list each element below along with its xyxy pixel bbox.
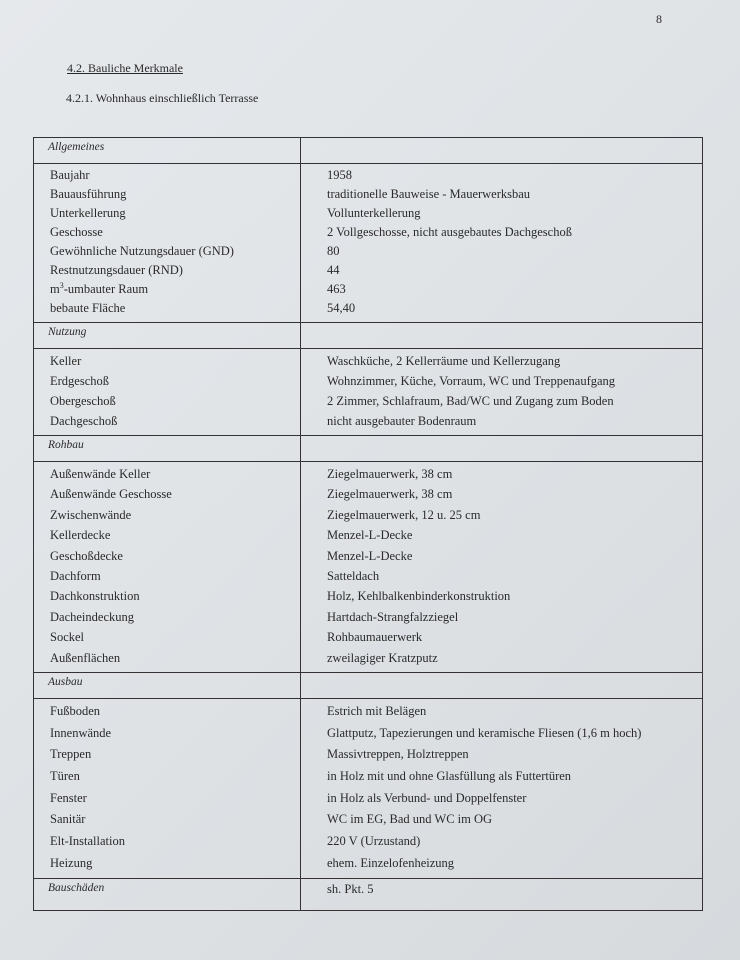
section-header-rohbau: [34, 436, 703, 462]
row-value-kellerdecke: Menzel-L-Decke: [327, 528, 413, 543]
row-value-erdgeschoss: Wohnzimmer, Küche, Vorraum, WC und Treppenaufgang: [327, 374, 616, 388]
row-label-dachkonstruktion: Dachkonstruktion: [50, 589, 140, 604]
row-value-treppen: Massivtreppen, Holztreppen: [327, 747, 469, 762]
row-label-dacheindeckung: Dacheindeckung: [50, 609, 134, 624]
row-value-keller: Waschküche, 2 Kellerräume und Kellerzugang: [327, 354, 561, 368]
row-value-dachform: Satteldach: [327, 568, 380, 583]
page-number: 8: [656, 12, 662, 26]
row-label-aussenflaechen: Außenflächen: [50, 650, 121, 665]
row-value-innenwaende: Glattputz, Tapezierungen und keramische Fliesen (1,6 m hoch): [327, 725, 642, 740]
row-value-aussenflaechen: zweilagiger Kratzputz: [327, 650, 438, 665]
row-label-treppen: Treppen: [50, 747, 92, 762]
section-header-nutzung: [34, 323, 703, 349]
row-value-geschosse: 2 Vollgeschosse, nicht ausgebautes Dachgeschoß: [327, 225, 572, 239]
row-value-gnd: 80: [327, 244, 340, 258]
row-value-elt-installation: 220 V (Urzustand): [327, 834, 421, 849]
row-label-dachform: Dachform: [50, 568, 101, 583]
section-body-allgemeines: [34, 164, 703, 323]
row-value-sockel: Rohbaumauerwerk: [327, 630, 423, 645]
row-label-geschosse: Geschosse: [50, 225, 103, 239]
section-header-label: Nutzung: [48, 326, 87, 338]
row-label-aussenwaende-keller: Außenwände Keller: [50, 467, 151, 481]
section-body-nutzung: [34, 349, 703, 436]
section-header-label: Allgemeines: [48, 141, 105, 153]
row-value-zwischenwaende: Ziegelmauerwerk, 12 u. 25 cm: [327, 507, 481, 522]
row-label-bebaute-flaeche: bebaute Fläche: [50, 301, 126, 315]
row-value-dacheindeckung: Hartdach-Strangfalzziegel: [327, 609, 459, 624]
row-value-dachgeschoss: nicht ausgebauter Bodenraum: [327, 414, 477, 428]
section-header-label: Ausbau: [48, 675, 83, 688]
row-value-umbauter-raum: 463: [327, 282, 346, 296]
row-label-tueren: Türen: [50, 768, 80, 783]
subsection-title: 4.2.1. Wohnhaus einschließlich Terrasse: [66, 91, 259, 105]
row-label-sanitaer: Sanitär: [50, 812, 86, 827]
section-title: 4.2. Bauliche Merkmale: [67, 61, 183, 75]
row-value-bauausfuehrung: traditionelle Bauweise - Mauerwerksbau: [327, 187, 531, 201]
row-label-unterkellerung: Unterkellerung: [50, 206, 126, 220]
row-label-bauausfuehrung: Bauausführung: [50, 187, 127, 201]
row-value-geschossdecke: Menzel-L-Decke: [327, 548, 413, 563]
row-label-sockel: Sockel: [50, 630, 85, 645]
row-value-sanitaer: WC im EG, Bad und WC im OG: [327, 812, 493, 827]
row-value-dachkonstruktion: Holz, Kehlbalkenbinderkonstruktion: [327, 589, 511, 604]
section-header-ausbau: [34, 672, 703, 698]
row-label-innenwaende: Innenwände: [50, 725, 112, 740]
row-value-aussenwaende-keller: Ziegelmauerwerk, 38 cm: [327, 467, 453, 481]
row-label-geschossdecke: Geschoßdecke: [50, 548, 123, 563]
row-label-obergeschoss: Obergeschoß: [50, 394, 116, 408]
bauschaeden-value: sh. Pkt. 5: [327, 882, 374, 897]
section-body-ausbau: [34, 698, 703, 879]
row-label-kellerdecke: Kellerdecke: [50, 528, 111, 543]
row-label-rnd: Restnutzungsdauer (RND): [50, 263, 183, 277]
row-label-gnd: Gewöhnliche Nutzungsdauer (GND): [50, 244, 234, 258]
row-label-dachgeschoss: Dachgeschoß: [50, 414, 118, 428]
row-value-rnd: 44: [327, 263, 340, 277]
row-label-fenster: Fenster: [50, 790, 87, 805]
row-value-unterkellerung: Vollunterkellerung: [327, 206, 421, 220]
row-value-obergeschoss: 2 Zimmer, Schlafraum, Bad/WC und Zugang zum Boden: [327, 394, 614, 408]
building-features-table: [33, 137, 703, 911]
row-label-heizung: Heizung: [50, 855, 93, 870]
row-value-baujahr: 1958: [327, 168, 352, 182]
section-header-bauschaeden: [34, 879, 703, 911]
section-header-label: Bauschäden: [48, 882, 105, 895]
row-label-elt-installation: Elt-Installation: [50, 834, 125, 849]
section-header-label: Rohbau: [48, 439, 84, 451]
row-label-baujahr: Baujahr: [50, 168, 90, 182]
row-label-umbauter-raum: $m^3$-umbauter Raum: [50, 280, 149, 296]
row-label-aussenwaende-geschosse: Außenwände Geschosse: [50, 487, 172, 502]
row-label-fussboden: Fußboden: [50, 703, 100, 718]
row-label-zwischenwaende: Zwischenwände: [50, 507, 132, 522]
row-value-aussenwaende-geschosse: Ziegelmauerwerk, 38 cm: [327, 487, 453, 502]
row-value-tueren: in Holz mit und ohne Glasfüllung als Futtertüren: [327, 768, 572, 783]
row-value-heizung: ehem. Einzelofenheizung: [327, 855, 455, 870]
row-value-bebaute-flaeche: 54,40: [327, 301, 356, 315]
row-label-keller: Keller: [50, 354, 82, 368]
row-label-erdgeschoss: Erdgeschoß: [50, 374, 110, 388]
row-value-fenster: in Holz als Verbund- und Doppelfenster: [327, 790, 527, 805]
section-header-allgemeines: [34, 138, 703, 164]
row-value-fussboden: Estrich mit Belägen: [327, 703, 427, 718]
section-body-rohbau: [34, 462, 703, 673]
